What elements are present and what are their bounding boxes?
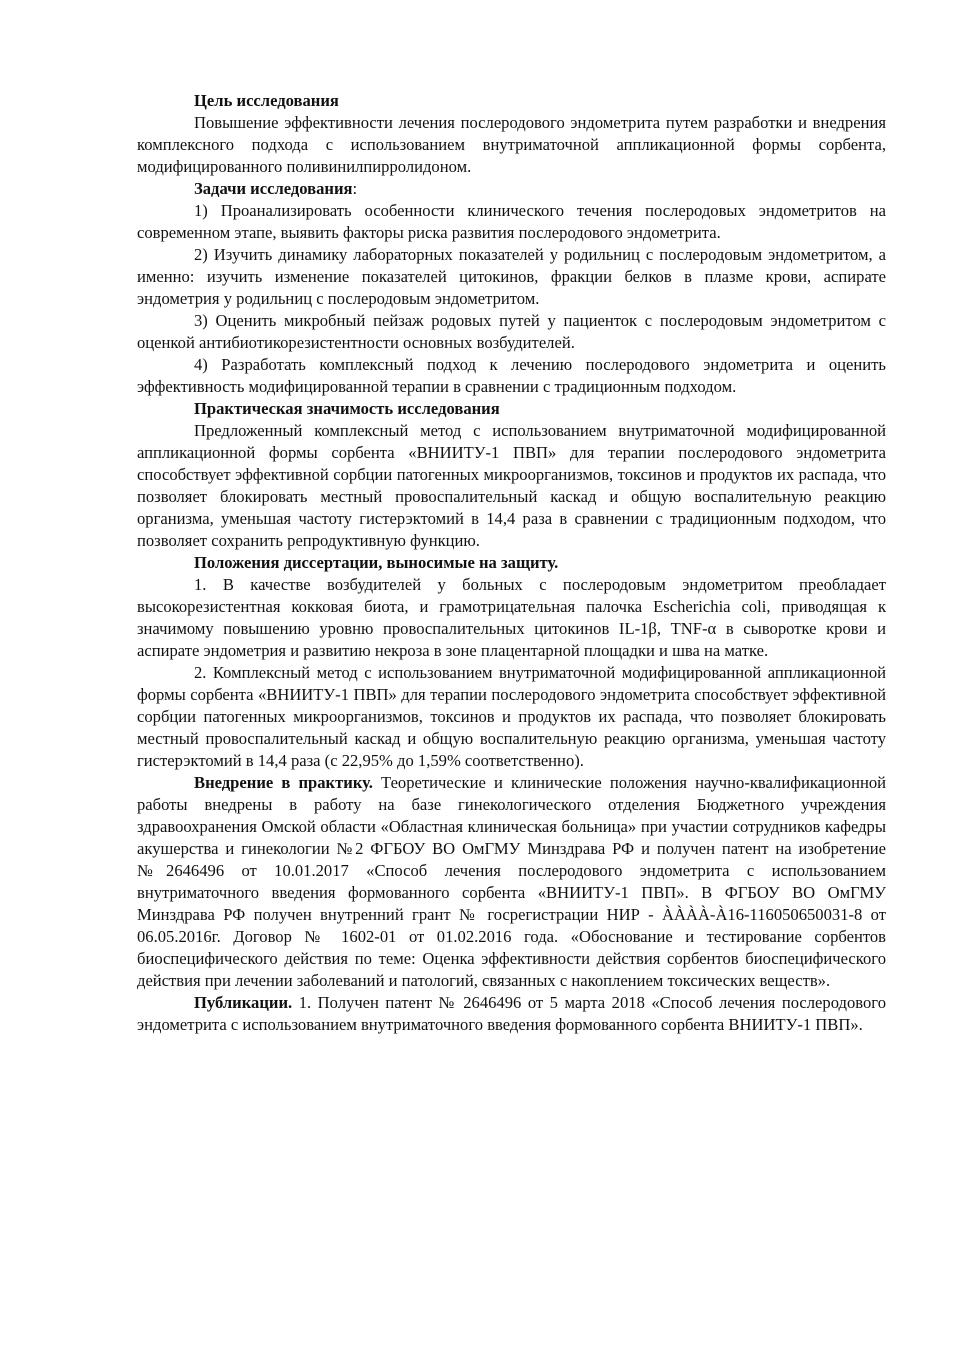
goal-heading: Цель исследования [194,91,339,110]
implementation-paragraph [137,772,886,992]
thesis-item-1: 1. В качестве возбудителей у больных с послеродовым эндометритом преобладает высокорезистентная кокковая биота, и грамотрицательная палочка Escherichia coli, приводящая к значимому повышению уровню провоспалительных цитокинов IL-1β, TNF-α в сыворотке крови и аспирате эндометрия и развитию некроза в зоне плацентарной площадки и шва на матке. [137,575,886,660]
tasks-heading [137,178,886,200]
task-item-2: 2) Изучить динамику лабораторных показателей у родильниц с послеродовым эндометритом, а именно: изучить изменение показателей цитокинов, фракции белков в плазме крови, аспирате эндометрия у родильниц с послеродовым эндометритом. [137,245,886,308]
publications-text: 1. Получен патент № 2646496 от 5 марта 2018 «Способ лечения послеродового эндометрита с использованием внутриматочного введения формованного сорбента ВНИИТУ-1 ПВП». [137,993,886,1034]
tasks-heading-label: Задачи исследования [194,179,353,198]
theses-heading: Положения диссертации, выносимые на защиту. [194,553,559,572]
tasks-heading-colon: : [352,179,358,198]
implementation-text: Теоретические и клинические положения научно-квалификационной работы внедрены в работу на базе гинекологического отделения Бюджетного учреждения здравоохранения Омской области «Областная клиническая больница» при участии сотрудников кафедры акушерства и гинекологии №2 ФГБОУ ВО ОмГМУ Минздрава РФ и получен патент на изобретение №2646496 от 10.01.2017 «Способ лечения послеродового эндометрита с использованием внутриматочного введения формованного сорбента «ВНИИТУ-1 ПВП». В ФГБОУ ВО ОмГМУ Минздрава РФ получен внутренний грант № госрегистрации НИР - ÀÀÀÀ-À16-116050650031-8 от 06.05.2016г. Договор № 1602-01 от 01.02.2016 года. «Обоснование и тестирование сорбентов биоспецифического действия по теме: Оценка эффективности действия сорбентов биоспецифического действия при лечении заболеваний и патологий, связанных с накоплением токсических веществ». [137,773,887,990]
goal-text: Повышение эффективности лечения послеродового эндометрита путем разработки и внедрения комплексного подхода с использованием внутриматочной аппликационной формы сорбента, модифицированного поливинилпирролидоном. [137,113,886,176]
practical-heading: Практическая значимость исследования [194,399,500,418]
publications-label: Публикации. [194,993,293,1012]
task-item-3: 3) Оценить микробный пейзаж родовых путей у пациенток с послеродовым эндометритом с оценкой антибиотикорезистентности основных возбудителей. [137,311,886,352]
task-item-4: 4) Разработать комплексный подход к лечению послеродового эндометрита и оценить эффективность модифицированной терапии в сравнении с традиционным подходом. [137,355,886,396]
document-body [137,90,886,1036]
thesis-item-2: 2. Комплексный метод с использованием внутриматочной модифицированной аппликационной формы сорбента «ВНИИТУ-1 ПВП» для терапии послеродового эндометрита способствует эффективной сорбции патогенных микроорганизмов, токсинов и продуктов их распада, что позволяет блокировать местный провоспалительный каскад и общую воспалительную реакцию организма, уменьшая частоту гистерэктомий в 14,4 раза (с 22,95% до 1,59% соответственно). [137,663,886,770]
task-item-1: 1) Проанализировать особенности клинического течения послеродовых эндометритов на современном этапе, выявить факторы риска развития послеродового эндометрита. [137,201,886,242]
implementation-label: Внедрение в практику. [194,773,373,792]
practical-text: Предложенный комплексный метод с использованием внутриматочной модифицированной аппликационной формы сорбента «ВНИИТУ-1 ПВП» для терапии послеродового эндометрита способствует эффективной сорбции патогенных микроорганизмов, токсинов и продуктов их распада, что позволяет блокировать местный провоспалительный каскад и общую воспалительную реакцию организма, уменьшая частоту гистерэктомий в 14,4 раза в сравнении с традиционным подходом, что позволяет сохранить репродуктивную функцию. [137,421,886,550]
publications-paragraph [137,992,886,1036]
